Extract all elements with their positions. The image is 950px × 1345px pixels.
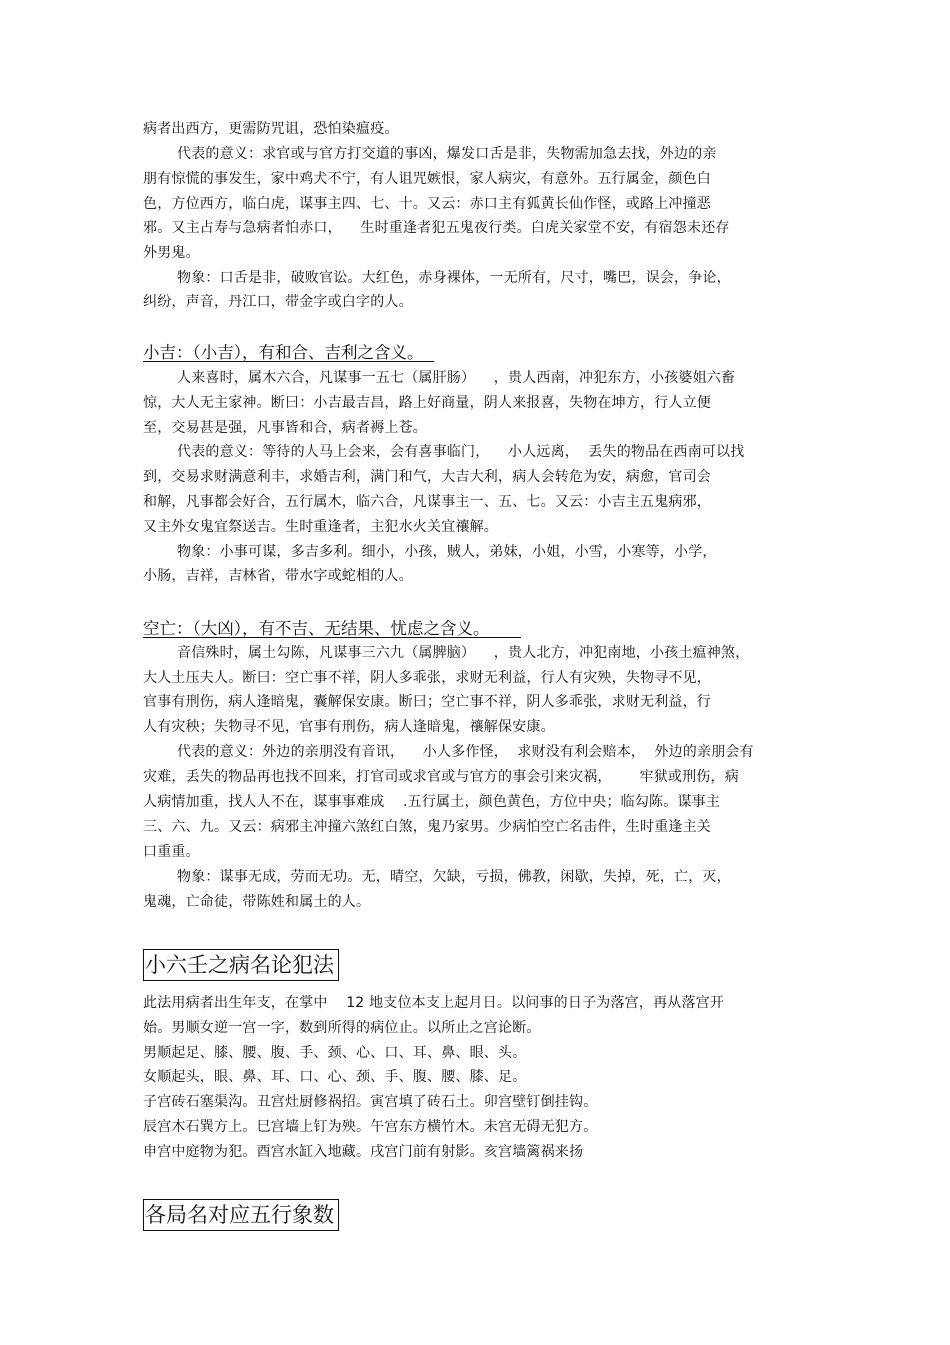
paragraph-line: 代表的意义：外边的亲朋没有音讯， 小人多作怪， 求财没有利会赔本， 外边的亲朋会有 [177, 744, 754, 760]
paragraph-line: 病者出西方，更需防咒诅，恐怕染瘟疫。 [143, 121, 399, 137]
paragraph-line: 此法用病者出生年支，在掌中 12 地支位本支上起月日。以问事的日子为落宫，再从落宫开 [143, 995, 725, 1011]
paragraph-line: 男顺起足、膝、腰、腹、手、颈、心、口、耳、鼻、眼、头。 [143, 1045, 527, 1061]
paragraph-line: 官事有刑伤，病人逢暗鬼，囊解保安康。断曰；空亡事不祥，阴人多乖张，求财无利益，行 [143, 694, 711, 710]
paragraph-line: 口重重。 [143, 844, 200, 860]
section-heading-kongwang: 空亡：（大凶），有不吉、无结果、忧虑之含义。 [143, 619, 521, 638]
paragraph-line: 申宫中庭物为犯。酉宫水缸入地藏。戌宫门前有射影。亥宫墙篱祸来扬 [143, 1144, 584, 1160]
paragraph-line: 物象：口舌是非，破败官讼。大红色，赤身裸体，一无所有，尺寸，嘴巴，误会，争论， [177, 270, 731, 286]
paragraph-line: 灾难，丢失的物品再也找不回来，打官司或求官或与官方的事会引来灾祸， 牢狱或刑伤，病 [143, 769, 739, 785]
paragraph-line: 外男鬼。 [143, 245, 200, 261]
paragraph-line: 人有灾秧；失物寻不见，官事有刑伤，病人逢暗鬼，禳解保安康。 [143, 719, 555, 735]
paragraph-line: 鬼魂，亡命徒，带陈姓和属土的人。 [143, 894, 371, 910]
paragraph-line: 色，方位西方，临白虎，谋事主四、七、十。又云：赤口主有狐黄长仙作怪，或路上冲撞恶 [143, 196, 711, 212]
paragraph-line: 人来喜时，属木六合，凡谋事一五七（属肝肠） ，贵人西南，冲犯东方，小孩婆姐六畜 [177, 370, 736, 386]
paragraph-line: 辰宫木石巽方上。巳宫墙上钉为殃。午宫东方横竹木。未宫无碍无犯方。 [143, 1119, 598, 1135]
paragraph-line: 物象：谋事无成，劳而无功。无，晴空，欠缺，亏损，佛教，闲歇，失掉，死，亡，灭， [177, 869, 731, 885]
paragraph-line: 代表的意义：等待的人马上会来，会有喜事临门， 小人远离， 丢失的物品在西南可以找 [177, 444, 745, 460]
paragraph-line: 到，交易求财满意利丰，求婚吉利，满门和气，大吉大利，病人会转危为安，病愈，官司会 [143, 469, 711, 485]
paragraph-line: 邪。又主占寿与急病者怕赤口， 生时重逢者犯五鬼夜行类。白虎关家堂不安，有宿怨未还存 [143, 220, 730, 236]
paragraph-line: 至，交易甚是强，凡事皆和合，病者褥上苍。 [143, 420, 427, 436]
paragraph-line: 纠纷，声音，丹江口，带金字或白字的人。 [143, 294, 413, 310]
paragraph-line: 又主外女鬼宜祭送吉。生时重逢者，主犯水火关宜禳解。 [143, 519, 498, 535]
paragraph-line: 大人土压夫人。断曰：空亡事不祥，阴人多乖张，求财无利益，行人有灾殃，失物寻不见， [143, 670, 711, 686]
paragraph-line: 物象：小事可谋，多吉多利。细小，小孩，贼人，弟妹，小姐，小雪，小寒等，小学， [177, 544, 717, 560]
paragraph-line: 音信殊时，属土勾陈，凡谋事三六九（属脾脑） ，贵人北方，冲犯南地，小孩土瘟神煞， [177, 645, 750, 661]
paragraph-line: 女顺起头，眼、鼻、耳、口、心、颈、手、腹、腰、膝、足。 [143, 1069, 527, 1085]
paragraph-line: 代表的意义：求官或与官方打交道的事凶，爆发口舌是非，失物需加急去找，外边的亲 [177, 146, 717, 162]
paragraph-line: 人病情加重，找人人不在，谋事事难成 .五行属土，颜色黄色，方位中央；临勾陈。谋事主 [143, 794, 721, 810]
paragraph-line: 子宫砖石塞渠沟。丑宫灶厨修祸招。寅宫填了砖石土。卯宫壁钉倒挂钩。 [143, 1094, 598, 1110]
paragraph-line: 三、六、九。又云：病邪主冲撞六煞红白煞，鬼乃家男。少病怕空亡名击件，生时重逢主关 [143, 819, 711, 835]
boxed-heading-bingming: 小六壬之病名论犯法 [143, 949, 339, 981]
paragraph-line: 始。男顺女逆一宫一字，数到所得的病位止。以所止之宫论断。 [143, 1020, 541, 1036]
boxed-heading-geju: 各局名对应五行象数 [143, 1199, 339, 1231]
paragraph-line: 惊，大人无主家神。断曰：小吉最吉昌，路上好商量，阴人来报喜，失物在坤方，行人立便 [143, 395, 711, 411]
paragraph-line: 朋有惊慌的事发生，家中鸡犬不宁，有人诅咒嫉恨，家人病灾，有意外。五行属金，颜色白 [143, 171, 711, 187]
paragraph-line: 小肠，吉祥，吉林省，带水字或蛇相的人。 [143, 568, 413, 584]
paragraph-line: 和解，凡事都会好合，五行属木，临六合，凡谋事主一、五、七。又云：小吉主五鬼病邪， [143, 494, 711, 510]
section-heading-xiaoji: 小吉：（小吉），有和合、吉利之含义。 [143, 343, 434, 362]
